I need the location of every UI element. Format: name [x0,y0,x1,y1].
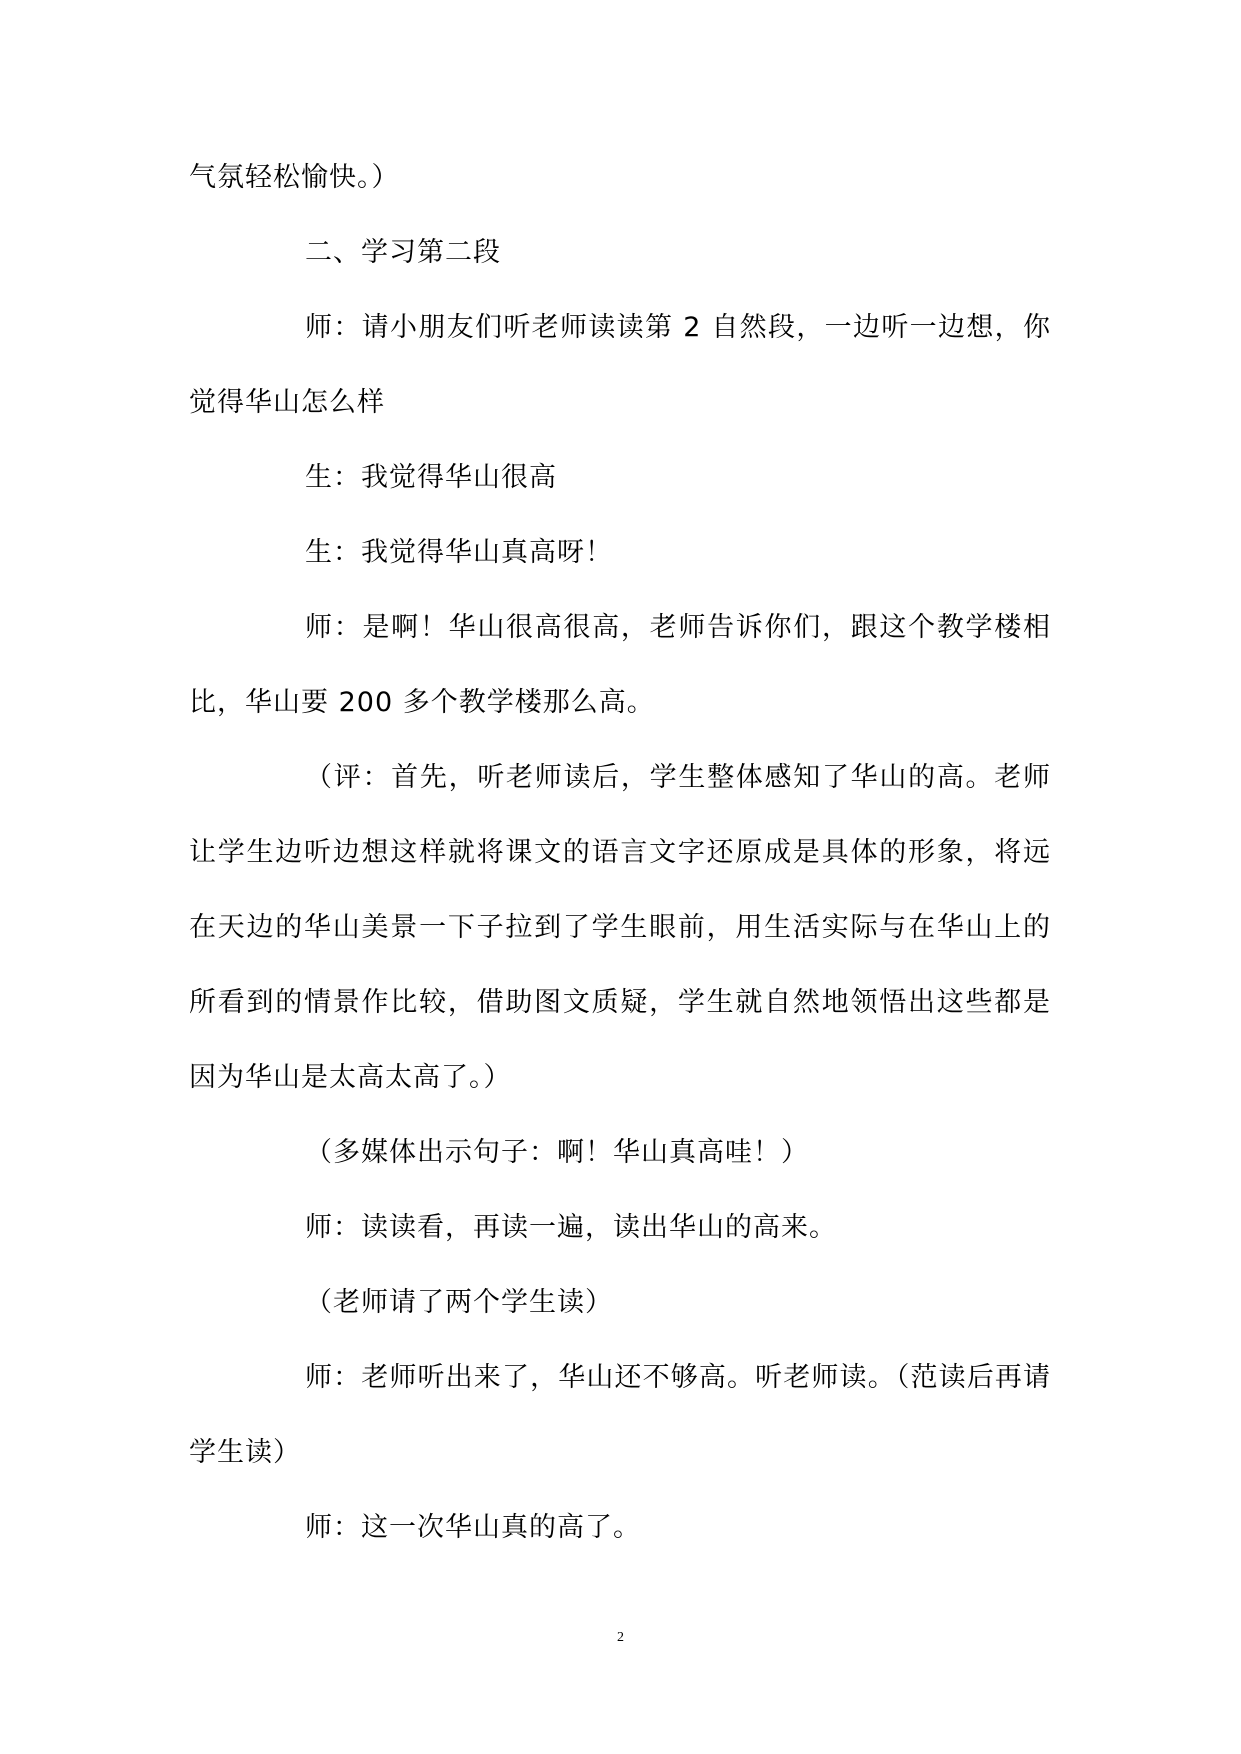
paragraph-multimedia-note: （多媒体出示句子：啊！华山真高哇！） [305,1137,809,1168]
document-body [189,140,1051,1565]
section-heading: 二、学习第二段 [305,237,501,268]
paragraph-note: （老师请了两个学生读） [305,1287,613,1318]
paragraph-teacher-4: 师：老师听出来了，华山还不够高。听老师读。（范读后再请学生读） [189,1362,1051,1468]
paragraph-student-1: 生：我觉得华山很高 [305,462,557,493]
paragraph-teacher-5: 师：这一次华山真的高了。 [305,1512,641,1543]
page-number: 2 [617,1630,624,1645]
paragraph-teacher-1: 师：请小朋友们听老师读读第 2 自然段，一边听一边想，你觉得华山怎么样 [189,312,1051,418]
paragraph-teacher-3: 师：读读看，再读一遍，读出华山的高来。 [305,1212,837,1243]
paragraph-evaluation: （评：首先，听老师读后，学生整体感知了华山的高。老师让学生边听边想这样就将课文的语言文字还原成是具体的形象，将远在天边的华山美景一下子拉到了学生眼前，用生活实际与在华山上的所看到的情景作比较，借助图文质疑，学生就自然地领悟出这些都是因为华山是太高太高了。） [189,762,1051,1093]
paragraph-continuation: 气氛轻松愉快。） [189,162,400,193]
paragraph-teacher-2: 师：是啊！华山很高很高，老师告诉你们，跟这个教学楼相比，华山要 200 多个教学楼那么高。 [189,612,1051,718]
paragraph-student-2: 生：我觉得华山真高呀！ [305,537,613,568]
